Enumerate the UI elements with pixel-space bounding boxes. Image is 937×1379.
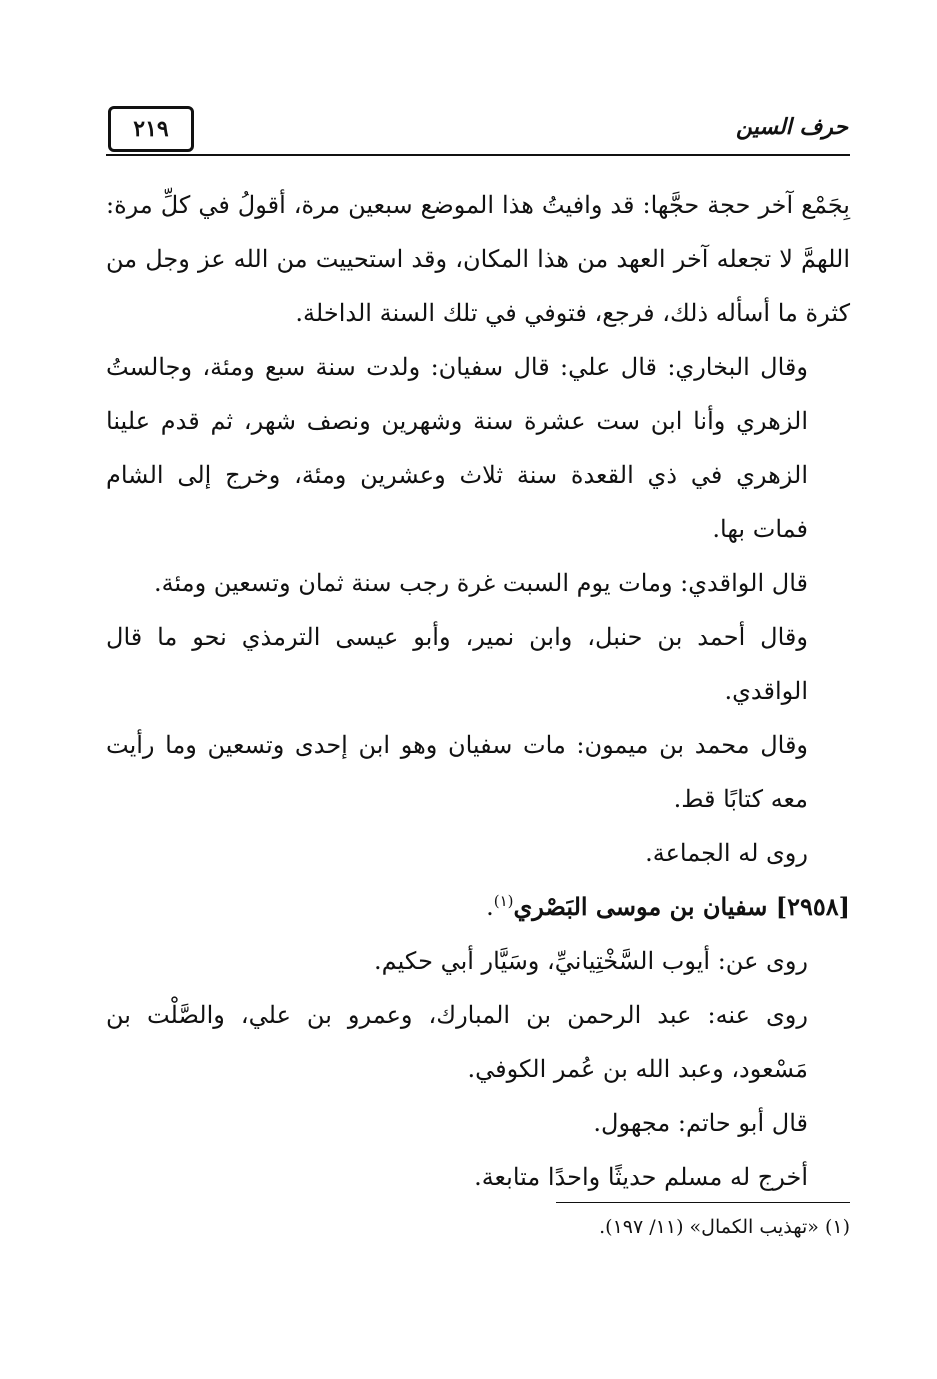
entry-title: [٢٩٥٨] سفيان بن موسى البَصْري [513,892,850,921]
paragraph: روى عن: أيوب السَّخْتِيانيِّ، وسَيَّار أبي حكيم. [374,947,808,975]
paragraph: روى عنه: عبد الرحمن بن المبارك، وعمرو بن علي، والصَّلْت بن مَسْعود، وعبد الله بن عُمر الكوفي. [106,1001,808,1083]
paragraph: قال الواقدي: ومات يوم السبت غرة رجب سنة ثمان وتسعين ومئة. [153,569,808,597]
footnote: (١) «تهذيب الكمال» (١١/ ١٩٧). [599,1216,850,1238]
paragraph: قال أبو حاتم: مجهول. [593,1109,808,1137]
footnote-ref: (١) [493,892,514,910]
paragraph: وقال محمد بن ميمون: مات سفيان وهو ابن إحدى وتسعين وما رأيت معه كتابًا قط. [106,731,809,813]
chapter-title: حرف السين [735,114,848,140]
page-header [106,106,850,158]
entry-title-end: . [486,893,494,921]
paragraph: روى له الجماعة. [645,839,808,867]
entry-heading [106,880,850,934]
page-number: ٢١٩ [108,106,194,152]
paragraph: وقال أحمد بن حنبل، وابن نمير، وأبو عيسى الترمذي نحو ما قال الواقدي. [106,623,808,705]
header-rule [106,154,850,156]
paragraph: أخرج له مسلم حديثًا واحدًا متابعة. [474,1163,808,1191]
main-text [106,178,850,1204]
footnote-rule [556,1202,850,1203]
paragraph: وقال البخاري: قال علي: قال سفيان: ولدت سنة سبع ومئة، وجالستُ الزهري وأنا ابن ست عشرة سنة وشهرين ونصف شهر، ثم قدم علينا الزهري في ذي القعدة سنة ثلاث وعشرين ومئة، وخرج إلى الشام فمات بها. [106,353,808,543]
paragraph: بِجَمْع آخر حجة حجَّها: قد وافيتُ هذا الموضع سبعين مرة، أقولُ في كلِّ مرة: اللهمَّ لا تجعله آخر العهد من هذا المكان، وقد استحييت من الله عز وجل من كثرة ما أسأله ذلك، فرجع، فتوفي في تلك السنة الداخلة. [106,191,850,327]
